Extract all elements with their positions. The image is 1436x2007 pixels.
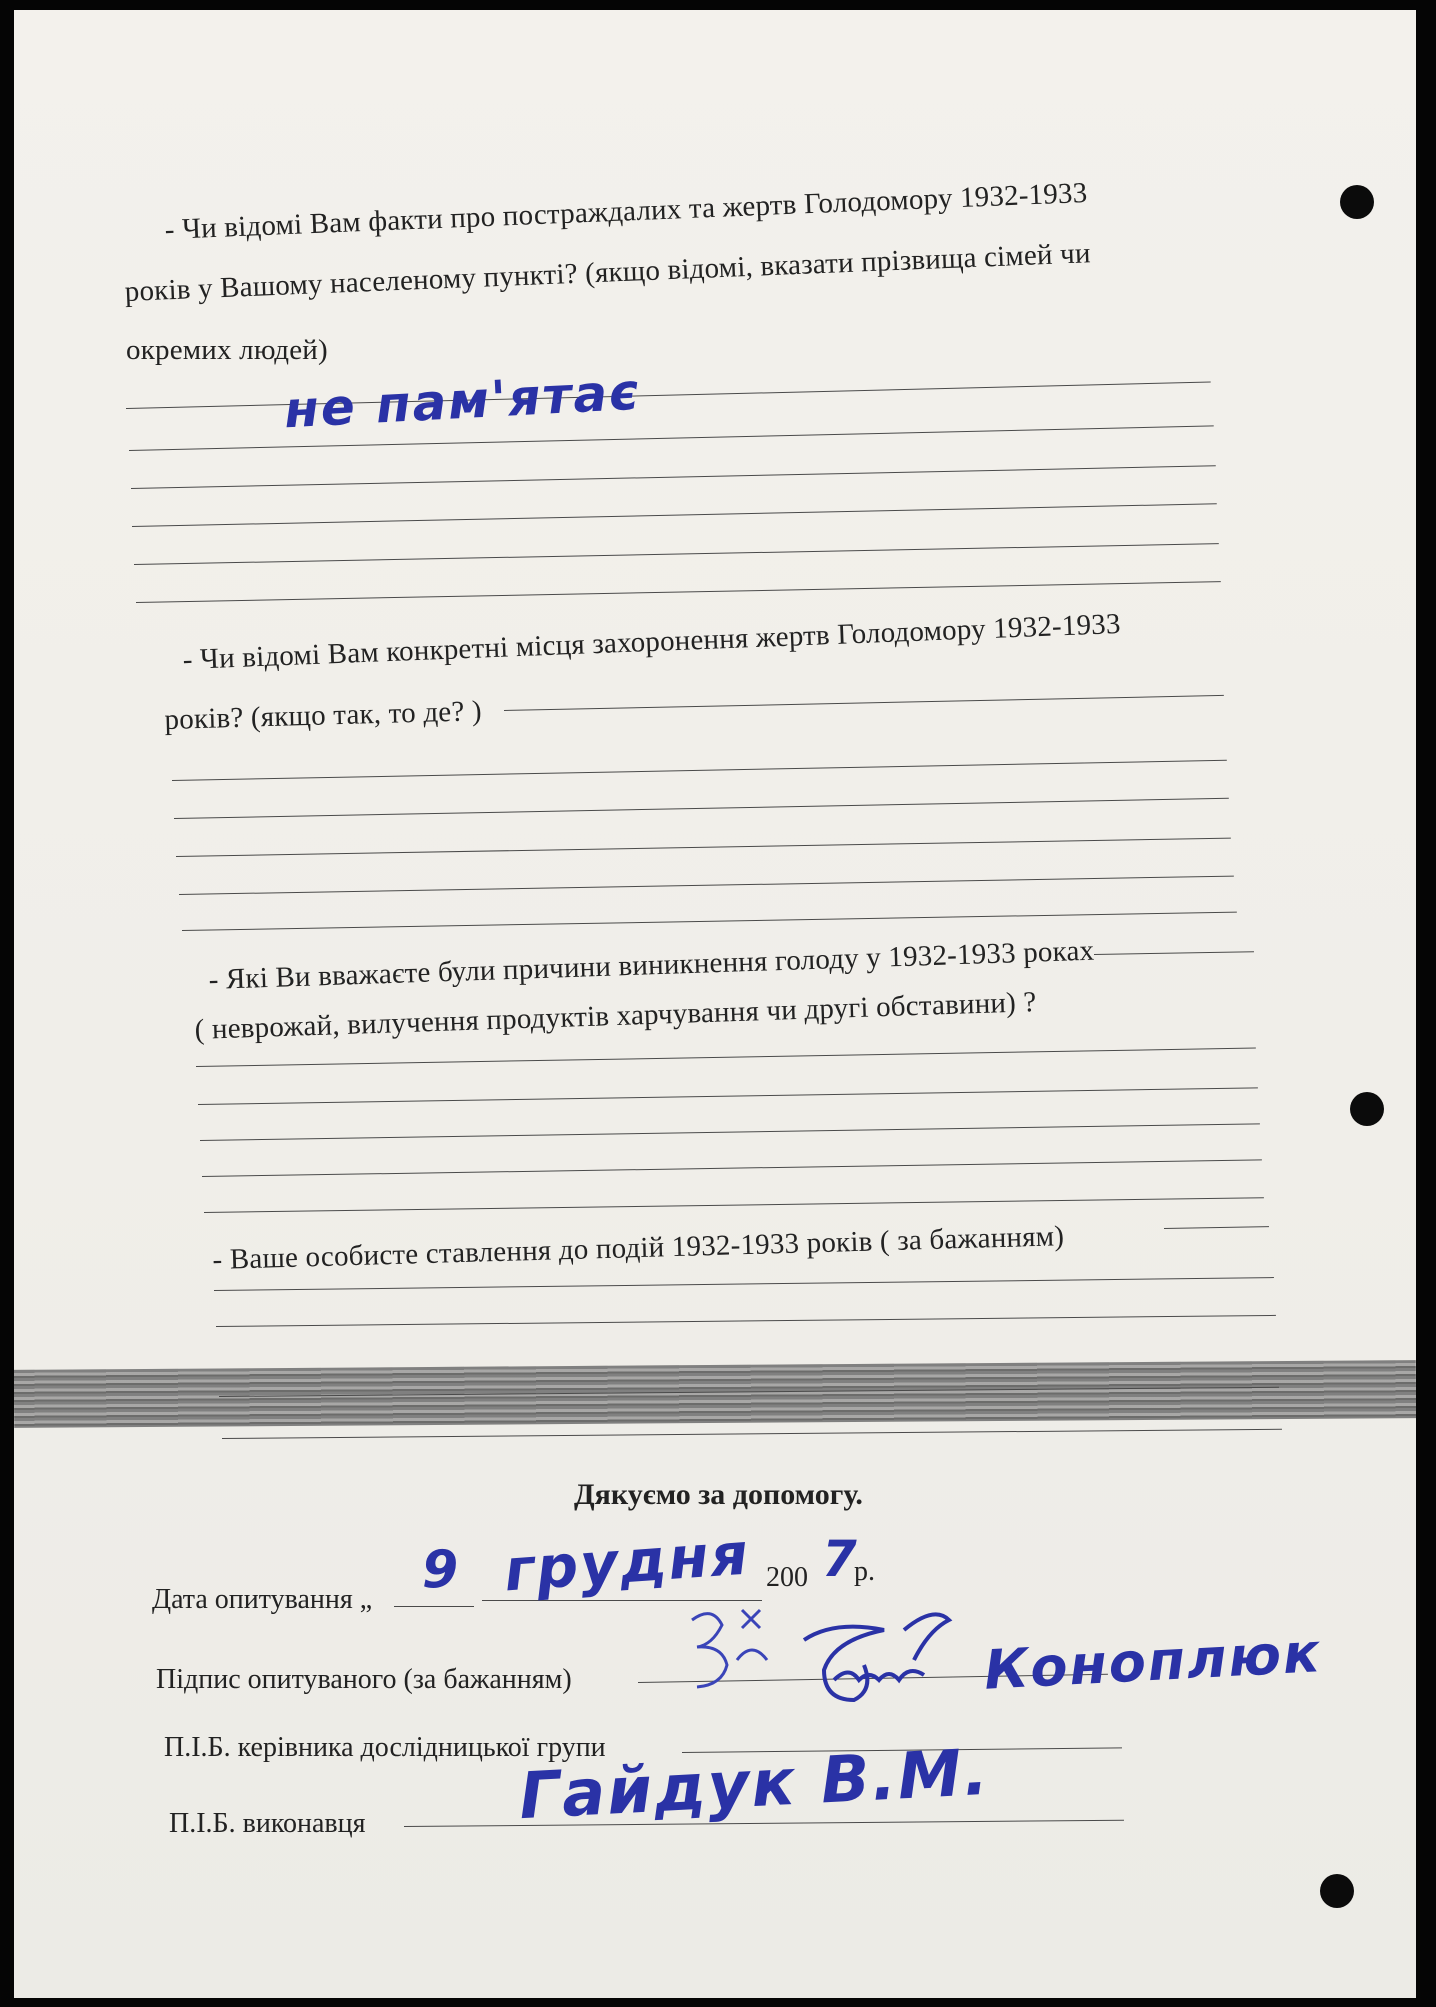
question-3-line-1: - Які Ви вважаєте були причини виникнення голоду у 1932-1933 роках — [208, 934, 1095, 996]
punch-hole-middle — [1350, 1092, 1384, 1126]
scan-artifact-band — [14, 1360, 1416, 1428]
answer-line — [222, 1429, 1282, 1439]
answer-line — [179, 876, 1234, 895]
answer-line — [214, 1277, 1274, 1291]
handwritten-date-year-digit: 7 — [822, 1530, 859, 1588]
punch-hole-bottom — [1320, 1874, 1354, 1908]
punch-hole-top — [1340, 185, 1374, 219]
question-1-line-1: - Чи відомі Вам факти про постраждалих та жертв Голодомору 1932-1933 — [164, 176, 1088, 246]
answer-line — [134, 543, 1219, 565]
handwritten-answer-1: не пам'ятає — [282, 362, 643, 440]
handwritten-executor-name: Гайдук В.М. — [517, 1735, 992, 1835]
answer-line — [132, 503, 1217, 527]
thanks-text: Дякуємо за допомогу. — [574, 1478, 863, 1511]
question-1-line-3: окремих людей) — [126, 334, 328, 366]
leader-label: П.І.Б. керівника дослідницької групи — [164, 1732, 606, 1763]
date-day-line — [394, 1606, 474, 1607]
question-4-line-1: - Ваше особисте ставлення до подій 1932-1933 років ( за бажанням) — [212, 1220, 1065, 1276]
executor-label: П.І.Б. виконавця — [169, 1808, 366, 1839]
answer-line — [200, 1123, 1260, 1141]
handwritten-signature — [784, 1610, 964, 1720]
handwritten-respondent-name: Коноплюк — [982, 1621, 1324, 1702]
answer-line — [172, 760, 1227, 781]
handwritten-date-month: грудня — [501, 1519, 752, 1605]
date-year-prefix: 200 — [766, 1562, 808, 1593]
answer-line — [131, 465, 1216, 489]
answer-line — [1164, 1226, 1269, 1229]
answer-line — [204, 1197, 1264, 1213]
answer-line — [504, 695, 1224, 711]
question-3-line-2: ( неврожай, вилучення продуктів харчування чи другі обставини) ? — [194, 986, 1037, 1046]
answer-line — [136, 581, 1221, 603]
date-label: Дата опитування „ — [152, 1584, 373, 1615]
answer-line — [182, 912, 1237, 931]
question-2-line-1: - Чи відомі Вам конкретні місця захоронення жертв Голодомору 1932-1933 — [182, 607, 1122, 676]
document-page — [14, 10, 1416, 1998]
handwritten-date-day: 9 — [422, 1540, 461, 1600]
date-suffix: р. — [854, 1556, 875, 1587]
answer-line — [196, 1048, 1256, 1067]
answer-line — [1094, 951, 1254, 955]
question-1-line-2: років у Вашому населеному пункті? (якщо відомі, вказати прізвища сімей чи — [124, 237, 1092, 308]
answer-line — [202, 1159, 1262, 1177]
answer-line — [174, 798, 1229, 819]
answer-line — [216, 1315, 1276, 1327]
answer-line — [198, 1087, 1258, 1105]
question-2-line-2: років? (якщо так, то де? ) — [164, 695, 483, 736]
answer-line — [176, 838, 1231, 857]
signature-label: Підпис опитуваного (за бажанням) — [156, 1664, 572, 1695]
